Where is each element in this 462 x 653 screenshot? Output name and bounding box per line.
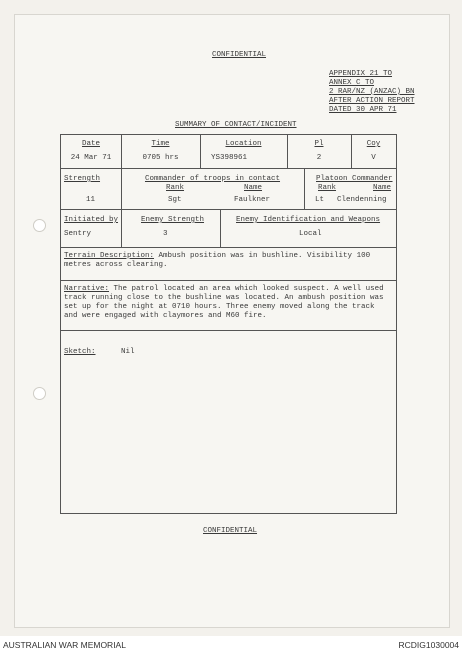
initiated-by-value: Sentry bbox=[64, 230, 92, 238]
archive-footer bbox=[0, 636, 462, 653]
row-divider bbox=[61, 247, 396, 248]
punch-hole-top bbox=[33, 219, 46, 232]
footer-institution: AUSTRALIAN WAR MEMORIAL bbox=[3, 640, 126, 650]
commander-label: Commander of troops in contact bbox=[144, 175, 281, 183]
enemy-strength-label: Enemy Strength bbox=[141, 216, 205, 224]
row-divider bbox=[61, 280, 396, 281]
commander-rank-value: Sgt bbox=[168, 196, 182, 204]
appendix-line: DATED 30 APR 71 bbox=[329, 106, 397, 114]
platoon-rank-label: Rank bbox=[318, 184, 337, 192]
commander-name-value: Faulkner bbox=[234, 196, 271, 204]
row-divider bbox=[61, 209, 396, 210]
commander-name-label: Name bbox=[244, 184, 263, 192]
terrain-text: Ambush position was in bushline. Visibility 100 metres across clearing. bbox=[64, 252, 371, 269]
appendix-line: APPENDIX 21 TO bbox=[329, 70, 393, 78]
form-title: SUMMARY OF CONTACT/INCIDENT bbox=[175, 121, 297, 129]
appendix-line: 2 RAR/NZ (ANZAC) BN bbox=[329, 88, 415, 96]
pl-label: Pl bbox=[314, 140, 324, 148]
punch-hole-bottom bbox=[33, 387, 46, 400]
narrative bbox=[64, 285, 392, 321]
enemy-strength-value: 3 bbox=[163, 230, 168, 238]
time-value: 0705 hrs bbox=[142, 154, 179, 162]
col-divider bbox=[220, 209, 221, 247]
coy-label: Coy bbox=[366, 140, 381, 148]
classification-top: CONFIDENTIAL bbox=[212, 51, 267, 59]
terrain-label: Terrain Description: bbox=[64, 252, 155, 260]
platoon-name-label: Name bbox=[373, 184, 392, 192]
appendix-line: ANNEX C TO bbox=[329, 79, 375, 87]
platoon-name-value: Clendenning bbox=[337, 196, 387, 204]
terrain-description bbox=[64, 252, 389, 270]
strength-label: Strength bbox=[64, 175, 101, 183]
date-value: 24 Mar 71 bbox=[70, 154, 112, 162]
enemy-identification-value: Local bbox=[299, 230, 322, 238]
date-label: Date bbox=[81, 140, 100, 148]
sketch-value: Nil bbox=[121, 348, 135, 356]
footer-reference: RCDIG1030004 bbox=[398, 640, 459, 650]
location-value: YS398961 bbox=[211, 154, 248, 162]
commander-rank-label: Rank bbox=[166, 184, 185, 192]
row-divider bbox=[61, 168, 396, 169]
appendix-line: AFTER ACTION REPORT bbox=[329, 97, 415, 105]
contact-summary-form bbox=[60, 134, 397, 514]
platoon-rank-value: Lt bbox=[315, 196, 325, 204]
coy-value: V bbox=[371, 154, 376, 162]
sketch-label: Sketch: bbox=[64, 348, 96, 356]
row-divider bbox=[61, 330, 396, 331]
pl-value: 2 bbox=[316, 154, 322, 162]
location-label: Location bbox=[225, 140, 262, 148]
time-label: Time bbox=[151, 140, 170, 148]
initiated-by-label: Initiated by bbox=[64, 216, 119, 224]
strength-value: 11 bbox=[86, 196, 96, 204]
classification-bottom: CONFIDENTIAL bbox=[203, 527, 258, 535]
enemy-identification-label: Enemy Identification and Weapons bbox=[236, 216, 381, 224]
narrative-text: The patrol located an area which looked suspect. A well used track running close to the bushline was located. An ambush position was set up for the night at 0710 hours. Three enemy moved along the track and were engaged with claymores and M60 fire. bbox=[64, 285, 384, 320]
platoon-commander-label: Platoon Commander bbox=[316, 175, 393, 183]
col-divider bbox=[121, 209, 122, 247]
narrative-label: Narrative: bbox=[64, 285, 110, 293]
col-divider bbox=[304, 168, 305, 209]
